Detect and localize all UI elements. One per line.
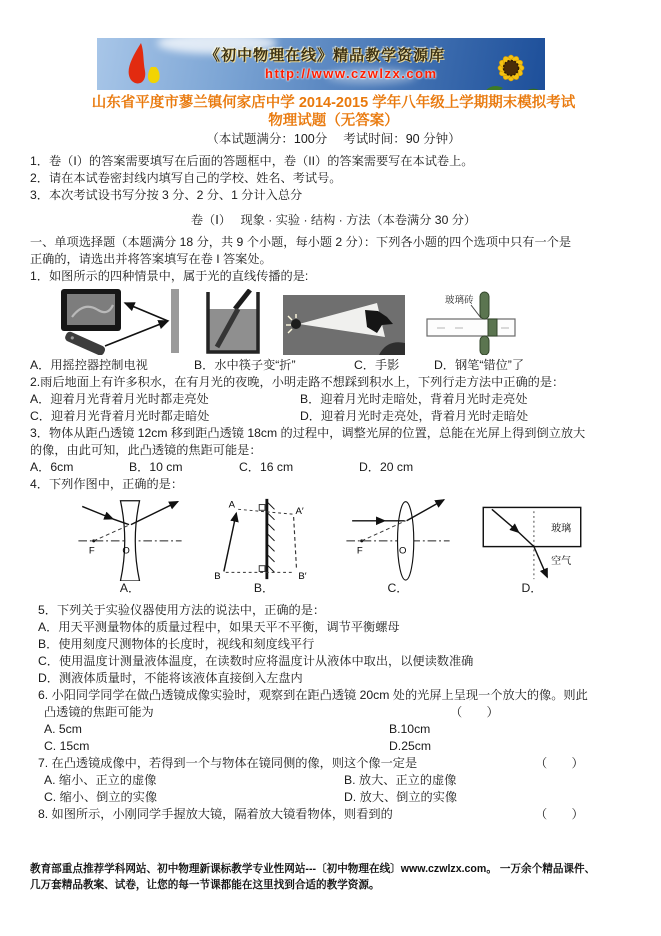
option: D．钢笔“错位”了 [434, 358, 525, 372]
q1-options [30, 357, 637, 374]
option: D．测液体质量时，不能将该液体直接倒入左盘内 [38, 671, 303, 685]
option: C．迎着月光背着月光时都走暗处 [30, 409, 210, 423]
section-intro-line2: 正确的，请选出并将答案填写在卷 I 答案处。 [30, 252, 272, 266]
svg-text:空气: 空气 [551, 555, 572, 567]
svg-text:玻璃: 玻璃 [551, 523, 572, 535]
figure-label: B． [253, 581, 275, 595]
question-6 [30, 687, 637, 755]
option: D．迎着月光时走亮处，背着月光时走暗处 [300, 409, 529, 423]
question-1 [30, 268, 637, 374]
section-intro-line1: 一、单项选择题（本题满分 18 分，共 9 个小题，每小题 2 分）：下列各小题的四个选项中只有一个是 [30, 235, 572, 249]
figure-label: A． [119, 581, 141, 595]
option: B．迎着月光时走暗处，背着月光时走亮处 [300, 392, 528, 406]
exam-meta: （本试题满分：100分 考试时间：90 分钟） [206, 132, 461, 146]
option: A. 5cm [44, 722, 82, 736]
option: D．20 cm [359, 460, 414, 474]
option: B．10 cm [129, 460, 183, 474]
svg-text:A: A [228, 499, 236, 511]
question-8 [30, 806, 637, 823]
svg-text:F: F [88, 545, 95, 557]
figure-label: C． [387, 581, 409, 595]
option: C．16 cm [239, 460, 294, 474]
q6-options [30, 721, 637, 755]
option: D. 放大、倒立的实像 [344, 790, 458, 804]
q1-figure-row [58, 287, 637, 355]
svg-text:O: O [122, 545, 130, 557]
svg-text:F: F [356, 545, 363, 557]
footer-line1: 教育部重点推荐学科网站、初中物理新课标教学专业性网站---〔初中物理在线〕www.czwlzx.com。 一万余个精品课件、 [30, 863, 596, 875]
site-url-link[interactable]: http://www.czwlzx.com [265, 66, 438, 81]
question-stem: 3．物体从距凸透镜 12cm 移到距凸透镜 18cm 的过程中，调整光屏的位置，总能在光屏上得到倒立放大 [30, 426, 586, 440]
q3-options [30, 459, 637, 476]
flame-logo-icon [117, 41, 169, 89]
wall-shape [171, 289, 179, 353]
glass-brick-label: 玻璃砖 [445, 295, 474, 306]
option: A．6cm [30, 460, 74, 474]
q1-figure-chopstick-water [203, 289, 263, 355]
remote-icon [64, 330, 106, 355]
notice-item: 3．本次考试设书写分按 3 分、2 分、1 分计入总分 [30, 188, 303, 202]
option: A．用摇控器控制电视 [30, 358, 148, 372]
q7-options [30, 772, 637, 806]
answer-bracket: （ ） [535, 756, 584, 770]
exam-title-line2: 物理试题（无答案） [268, 113, 399, 129]
question-stem: 5．下列关于实验仪器使用方法的说法中，正确的是： [38, 603, 326, 617]
question-3 [30, 425, 637, 476]
notice-item: 2．请在本试卷密封线内填写自己的学校、姓名、考试号。 [30, 171, 342, 185]
exam-title-line1: 山东省平度市蓼兰镇何家店中学 2014-2015 学年八年级上学期期末模拟考试 [91, 95, 576, 111]
svg-text:B′: B′ [298, 571, 307, 581]
question-stem: 8. 如图所示，小刚同学手握放大镜，隔着放大镜看物体，则看到的 [38, 807, 393, 821]
q2-options [30, 391, 637, 425]
site-banner [97, 38, 545, 90]
figure-label: D． [521, 581, 543, 595]
q1-figure-hand-shadow [283, 295, 405, 355]
question-stem: 凸透镜的焦距可能为 [44, 705, 154, 719]
svg-text:A′: A′ [295, 506, 304, 518]
question-stem: 6. 小阳同学同学在做凸透镜成像实验时，观察到在距凸透镜 20cm 处的光屏上呈现一个放大的像。则此 [38, 688, 588, 702]
question-stem: 7. 在凸透镜成像中，若得到一个与物体在镜同侧的像，则这个像一定是 [38, 756, 418, 770]
q1-figure-tv-remote [58, 287, 183, 355]
question-stem: 的像，由此可知，此凸透镜的焦距可能是： [30, 443, 262, 457]
q4-figure-plane-mirror [210, 495, 318, 581]
option: B．使用刻度尺测物体的长度时，视线和刻度线平行 [38, 637, 315, 651]
convex-lens-shape [398, 502, 414, 580]
question-stem: 1．如图所示的四种情景中，属于光的直线传播的是: [30, 269, 309, 283]
section-title: 卷（Ⅰ） 现象 · 实验 · 结构 · 方法（本卷满分 30 分） [190, 213, 477, 227]
answer-bracket: （ ） [535, 807, 584, 821]
question-stem: 2.雨后地面上有许多积水，在有月光的夜晚，小明走路不想踩到积水上，下列行走方法中正确的是： [30, 375, 565, 389]
q4-figure-row [76, 495, 637, 581]
q4-figure-convex-lens [344, 495, 452, 581]
notice-item: 1．卷（I）的答案需要填写在后面的答题框中，卷（II）的答案需要写在本试卷上。 [30, 154, 474, 168]
option: C. 缩小、倒立的实像 [44, 790, 158, 804]
question-2 [30, 374, 637, 425]
question-5 [30, 602, 637, 687]
sunflower-icon [481, 42, 539, 90]
option: A．迎着月光背着月光时都走亮处 [30, 392, 209, 406]
notice-list [30, 153, 637, 204]
flashlight-icon [291, 319, 301, 329]
option: A. 缩小、正立的虚像 [44, 773, 157, 787]
q4-figure-glass-air-refraction [478, 495, 586, 581]
question-7 [30, 755, 637, 806]
option: C．使用温度计测量液体温度，在读数时应将温度计从液体中取出，以便读数准确 [38, 654, 474, 668]
footer-line2: 几万套精品教案、试卷，让您的每一节课都能在这里找到合适的教学资源。 [30, 878, 380, 891]
site-title: 《初中物理在线》精品教学资源库 [205, 47, 446, 64]
question-stem: 4．下列作图中，正确的是： [30, 477, 184, 491]
option: A．用天平测量物体的质量过程中，如果天平不平衡，调节平衡螺母 [38, 620, 400, 634]
pen-shape [480, 292, 489, 319]
option: D.25cm [389, 739, 431, 753]
question-4 [30, 476, 637, 596]
q4-figure-concave-lens [76, 495, 184, 581]
footer-promo [30, 862, 620, 893]
answer-bracket: （ ） [450, 705, 499, 719]
option: C. 15cm [44, 739, 90, 753]
option: B．水中筷子变“折” [194, 358, 296, 372]
option: C．手影 [354, 358, 400, 372]
svg-text:O: O [398, 545, 407, 557]
option: B.10cm [389, 722, 431, 736]
svg-text:B: B [214, 571, 221, 581]
option: B. 放大、正立的虚像 [344, 773, 457, 787]
q1-figure-glass-brick-pen [425, 291, 525, 355]
q4-figure-labels [76, 581, 637, 596]
